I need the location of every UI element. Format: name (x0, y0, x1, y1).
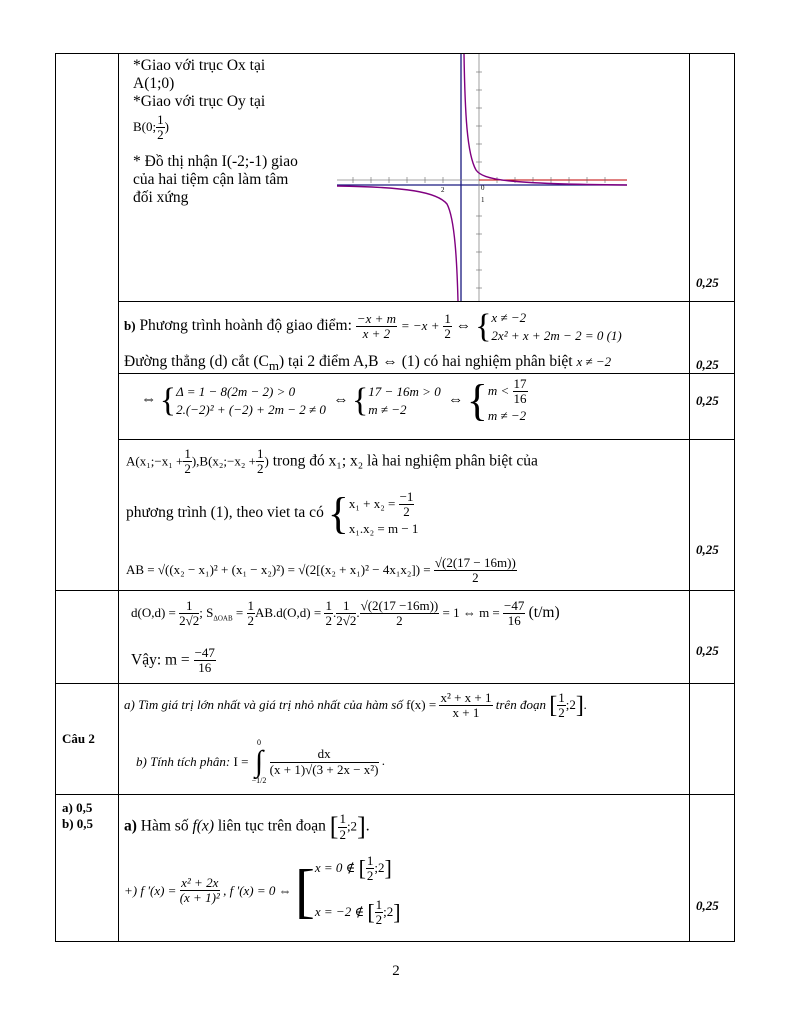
frac-den: (x + 1)√(3 + 2x − x²) (269, 761, 379, 777)
brace: { (466, 375, 488, 425)
frac-num: dx (270, 747, 379, 762)
c1-pre: m < (487, 382, 510, 398)
s1-pre: x = 0 ∉ (314, 859, 356, 875)
point-b: ),B(x₂;−x₂ + (191, 453, 256, 469)
row-divider (118, 301, 734, 302)
sys-a (176, 383, 326, 418)
label-origin: 0 (481, 184, 485, 192)
sys-b (368, 383, 440, 418)
brace: { (351, 381, 369, 419)
d-mid: , f '(x) = 0 ⇔ (223, 882, 292, 898)
b-post: ) (164, 118, 169, 134)
score-row4: 0,25 (696, 542, 719, 557)
frac-num: −47 (504, 598, 525, 613)
row4-text1: trong đó x₁; x₂ là hai nghiệm phân biệt của (272, 452, 538, 470)
frac-den: 2 (157, 127, 164, 143)
big-bracket: [ (294, 857, 315, 924)
d-frac (179, 599, 199, 629)
d-pre: d(O,d) = (131, 604, 176, 620)
qb-frac (270, 747, 379, 777)
row1-line: *Giao với trục Oy tại (133, 93, 266, 110)
frac-den: 2 (444, 326, 451, 342)
s-mid: AB.d(O,d) = (255, 604, 322, 620)
question-label: Câu 2 (62, 731, 95, 746)
row4-line1 (126, 447, 538, 477)
row7-derivative (124, 854, 401, 927)
score-row7: 0,25 (696, 898, 719, 913)
question-a: a) Tìm giá trị lớn nhất và giá trị nhỏ nhất của hàm số f(x) = $\frac{\text{x² + x + 1}}{x + 1}$ trên đoạn [ $\frac{1}{2}$ ;2]. (124, 690, 588, 721)
frac-num: √(2(17 −16m)) (360, 598, 439, 613)
brace: { (327, 488, 349, 538)
frac-num: 1 (339, 811, 346, 827)
frac-den: 2 (256, 461, 264, 477)
qa-f: f(x) = (406, 696, 437, 712)
frac-den: (x + 1)² (179, 890, 220, 906)
s-sub: ΔOAB (213, 614, 233, 623)
half-frac (183, 447, 192, 477)
qa-text: a) Tìm giá trị lớn nhất và giá trị nhỏ nhất của hàm số (124, 696, 403, 712)
qb-text: b) Tính tích phân: (136, 754, 231, 769)
frac-den: 2 (325, 613, 332, 629)
frac-den: x + 2 (362, 326, 391, 342)
s-pre: ; S (199, 604, 214, 620)
score-row3: 0,25 (696, 393, 719, 408)
frac-num: √(2(17 − 16m)) (434, 555, 516, 570)
frac-den: 16 (198, 660, 212, 676)
graph-branch-right (464, 54, 627, 185)
frac-den: 2 (375, 911, 383, 927)
frac-num: 1 (444, 310, 451, 326)
frac-num: 1 (558, 690, 565, 705)
row2-frac (356, 312, 397, 342)
v1-pre: x₁ + x₂ = (348, 495, 396, 511)
row1-line: đối xứng (133, 188, 189, 206)
iff-symbol: ⇔ (447, 390, 464, 408)
row1-point-b (133, 113, 298, 143)
s-f3 (360, 599, 440, 629)
frac-num: −x + m (356, 310, 396, 326)
score-row2: 0,25 (696, 357, 719, 372)
row2-line2 (124, 353, 611, 374)
row3-system (141, 377, 528, 424)
sys-line: Δ = 1 − 8(2m − 2) > 0 (176, 384, 296, 400)
s-frac (375, 898, 384, 928)
qa-on: trên đoạn (495, 696, 546, 712)
line2-pre: Đường thẳng (d) cắt (C (124, 353, 269, 370)
b-pre: B(0; (133, 118, 157, 134)
d-pre: +) f '(x) = (124, 882, 177, 898)
line2-cond: x ≠ −2 (576, 354, 612, 369)
frac-den: 2 (403, 504, 410, 520)
frac-num: 1 (336, 599, 356, 614)
sys-line: x ≠ −2 (491, 310, 527, 325)
frac-den: 2 (472, 570, 479, 586)
s-rest: ;2 (374, 859, 385, 875)
l1-f: f(x) (192, 817, 214, 835)
vay-text: Vậy: m = (131, 651, 190, 669)
frac-den: x + 1 (452, 705, 480, 721)
row2-text: Phương trình hoành độ giao điểm: (139, 317, 352, 335)
bracket-left: [ (549, 692, 558, 719)
qb-dot: . (381, 752, 385, 768)
sys-line: m ≠ −2 (368, 401, 407, 417)
row-divider (56, 683, 734, 684)
line2-sub: m (268, 358, 279, 374)
qa-int (557, 691, 566, 721)
l1-bold: a) (124, 817, 137, 835)
frac-num: 1 (325, 598, 332, 613)
iff-symbol: ⇔ (455, 317, 472, 335)
row5-line1: d(O,d) = $\frac{1}{2√2}$ ; $S_{\Delta OAB}$ = $\frac{1}{2}$ AB.d(O,d) = $\frac{1}{2}$ . $\frac{1}{2√2}$ . $\frac{√(2(17 -16m))}{2}$ = 1 ⇔ m = $\frac{-47}{16}$ (t/m) (131, 598, 560, 629)
s-f1 (324, 599, 333, 629)
iff-symbol: ⇔ (333, 390, 349, 408)
v1-frac (399, 490, 415, 520)
frac-num: −47 (194, 645, 215, 660)
frac-num: −1 (399, 489, 414, 504)
sys-line: x₁.x₂ = m − 1 (348, 520, 419, 536)
row1-line: *Giao với trục Ox tại (133, 57, 266, 74)
frac-num: x² + x + 1 (440, 690, 492, 705)
vay-frac (194, 646, 216, 676)
s-post: = 1 ⇔ m = (442, 604, 500, 620)
row2-rhs: = −x + (400, 318, 440, 334)
row4-text2: phương trình (1), theo viet ta có (126, 504, 324, 522)
frac-num: 1 (184, 446, 191, 461)
score-row5: 0,25 (696, 643, 719, 658)
frac-den: 2√2 (336, 613, 357, 629)
l1-dot: . (365, 817, 370, 835)
brace: { (159, 381, 177, 419)
qa-int-rest: ;2 (565, 696, 576, 712)
question-b (136, 739, 385, 785)
graph-branch-left (337, 186, 458, 301)
frac-num: x² + 2x (181, 874, 219, 890)
label-x-neg2: 2 (441, 186, 445, 194)
row-divider (118, 439, 734, 440)
row1-line: của hai tiệm cận làm tâm (133, 170, 289, 188)
row2-rhs-frac (443, 312, 452, 342)
unit: (t/m) (528, 603, 560, 621)
sys-line: 2.(−2)² + (−2) + 2m − 2 ≠ 0 (176, 401, 326, 417)
row-divider (56, 794, 734, 795)
l1-int (338, 812, 347, 842)
frac-den: 16 (507, 613, 521, 629)
row4-ab (126, 556, 517, 586)
int-lower: −1/2 (251, 776, 267, 785)
row4-line2 (126, 490, 418, 537)
row2-equation (124, 309, 622, 344)
frac-num: 1 (375, 896, 383, 912)
m-frac (503, 599, 525, 629)
ab-frac (434, 556, 517, 586)
viet-system (349, 490, 419, 537)
b-frac (156, 113, 165, 143)
l1-text: Hàm số (140, 817, 189, 835)
frac-den: 2 (339, 826, 346, 842)
ab-pre: AB = √((x₂ − x₁)² + (x₁ − x₂)²) = √(2[(x₂ + x₁)² − 4x₁x₂]) = (126, 561, 431, 577)
sys-line: 2x² + x + 2m − 2 = 0 (1) (491, 327, 622, 343)
frac-den: 2 (558, 705, 565, 721)
label-b: b) 0,5 (62, 816, 94, 831)
page-number: 2 (392, 963, 400, 979)
score-row1: 0,25 (696, 275, 719, 290)
function-graph (337, 54, 627, 301)
brace: { (475, 307, 492, 345)
frac-num: 17 (513, 376, 527, 391)
frac-num: 1 (256, 446, 264, 461)
s-half (247, 599, 256, 629)
row1-text (133, 57, 298, 207)
label-y-neg1: 1 (481, 196, 485, 204)
sys-c (488, 377, 528, 424)
frac-den: 16 (513, 391, 527, 407)
frac-den: 2 (396, 613, 403, 629)
row1-line: * Đồ thị nhận I(-2;-1) giao (133, 152, 298, 170)
col-divider-2 (689, 54, 690, 941)
frac-den: 2 (184, 461, 191, 477)
c1-frac (513, 377, 528, 407)
row5-conclusion (131, 646, 216, 676)
integral-sign: 0 ∫ −1/2 (251, 738, 267, 785)
s-rest: ;2 (383, 903, 394, 919)
d-frac (180, 876, 220, 906)
row-divider (56, 590, 734, 591)
col-divider-1 (118, 54, 119, 941)
point-a: A(x₁;−x₁ + (126, 453, 184, 469)
bracket-right: ] (357, 812, 366, 841)
frac-den: 2 (247, 613, 254, 629)
line2-post: ) tại 2 điểm A,B ⇔ (1) có hai nghiệm phân biệt (279, 353, 573, 370)
bracket-left: [ (329, 812, 339, 841)
s-eq: = (235, 604, 244, 620)
l1-rest: liên tục trên đoạn (217, 817, 326, 835)
label-a: a) 0,5 (62, 800, 93, 815)
frac-num: 1 (179, 599, 199, 614)
iff-symbol: ⇔ (141, 390, 157, 408)
close-paren: ) (264, 453, 269, 469)
qa-frac (439, 691, 492, 721)
frac-num: 1 (247, 598, 254, 613)
root-system: x = 0 ∉ [ $\frac{1}{2}$ ;2] x = −2 ∉ [ $\frac{1}{2}$ ;2] (314, 853, 401, 927)
row2-prefix: b) (124, 318, 136, 334)
bracket-right: ] (575, 692, 584, 719)
row7-line1 (124, 812, 370, 842)
frac-den: 2 (366, 868, 374, 884)
frac-num: 1 (157, 112, 164, 127)
row1-line: A(1;0) (133, 75, 175, 92)
qb-I: I = (233, 754, 249, 769)
s-f2 (336, 599, 356, 629)
row2-system (491, 309, 621, 344)
sys-line: m ≠ −2 (487, 407, 527, 423)
sys-line: 17 − 16m > 0 (368, 384, 441, 400)
frac-den: 2√2 (179, 613, 200, 629)
s2-pre: x = −2 ∉ (314, 903, 365, 919)
int-upper: 0 (257, 738, 262, 747)
answer-table (55, 53, 735, 942)
frac-num: 1 (366, 853, 374, 868)
l1-int-rest: ;2 (346, 818, 358, 834)
